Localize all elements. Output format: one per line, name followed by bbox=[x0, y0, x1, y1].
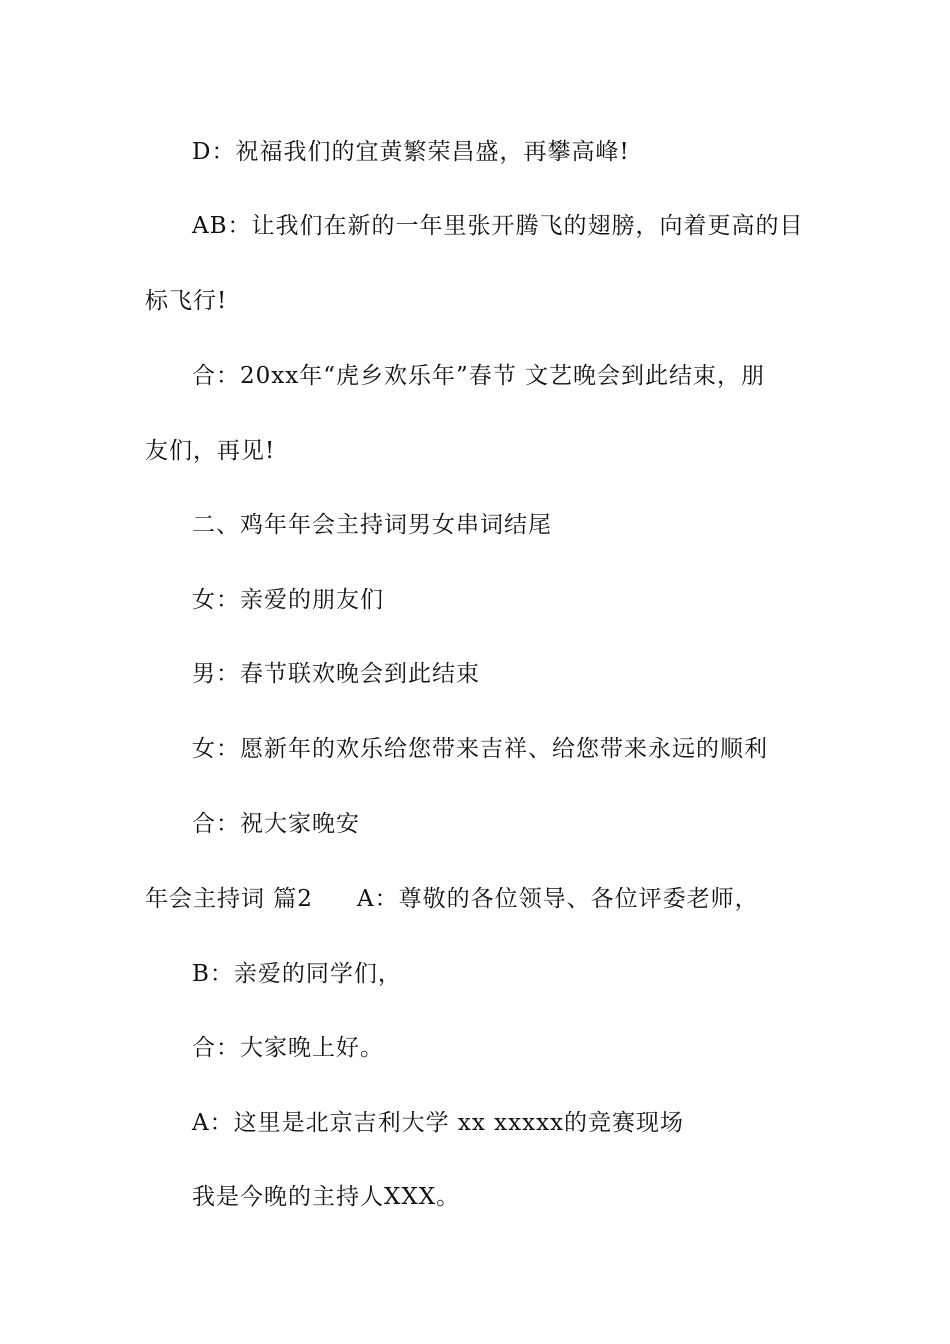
paragraph-line: 合：大家晚上好。 bbox=[192, 1035, 384, 1061]
section-title: 年会主持词 篇2 bbox=[145, 886, 313, 912]
paragraph-line: 女：亲爱的朋友们 bbox=[192, 587, 384, 613]
paragraph-line: 标飞行! bbox=[145, 288, 228, 314]
paragraph-line: 我是今晚的主持人XXX。 bbox=[192, 1184, 461, 1210]
paragraph-line: AB：让我们在新的一年里张开腾飞的翅膀，向着更高的目 bbox=[192, 213, 804, 239]
paragraph-line: 女：愿新年的欢乐给您带来吉祥、给您带来永远的顺利 bbox=[192, 736, 768, 762]
paragraph-line: 男：春节联欢晚会到此结束 bbox=[192, 661, 480, 687]
section-title-line bbox=[145, 884, 825, 914]
section-heading: 二、鸡年年会主持词男女串词结尾 bbox=[192, 512, 552, 538]
paragraph-inline-text: A：尊敬的各位领导、各位评委老师， bbox=[356, 886, 759, 912]
paragraph-line: B：亲爱的同学们， bbox=[192, 961, 402, 987]
paragraph-line: 合：20xx年“虎乡欢乐年”春节 文艺晚会到此结束，朋 bbox=[192, 363, 766, 389]
paragraph-line: 合：祝大家晚安 bbox=[192, 811, 360, 837]
paragraph-line: D：祝福我们的宜黄繁荣昌盛，再攀高峰! bbox=[192, 139, 630, 165]
paragraph-line: 友们，再见! bbox=[145, 438, 276, 464]
paragraph-line: A：这里是北京吉利大学 xx xxxxx的竞赛现场 bbox=[192, 1110, 685, 1136]
